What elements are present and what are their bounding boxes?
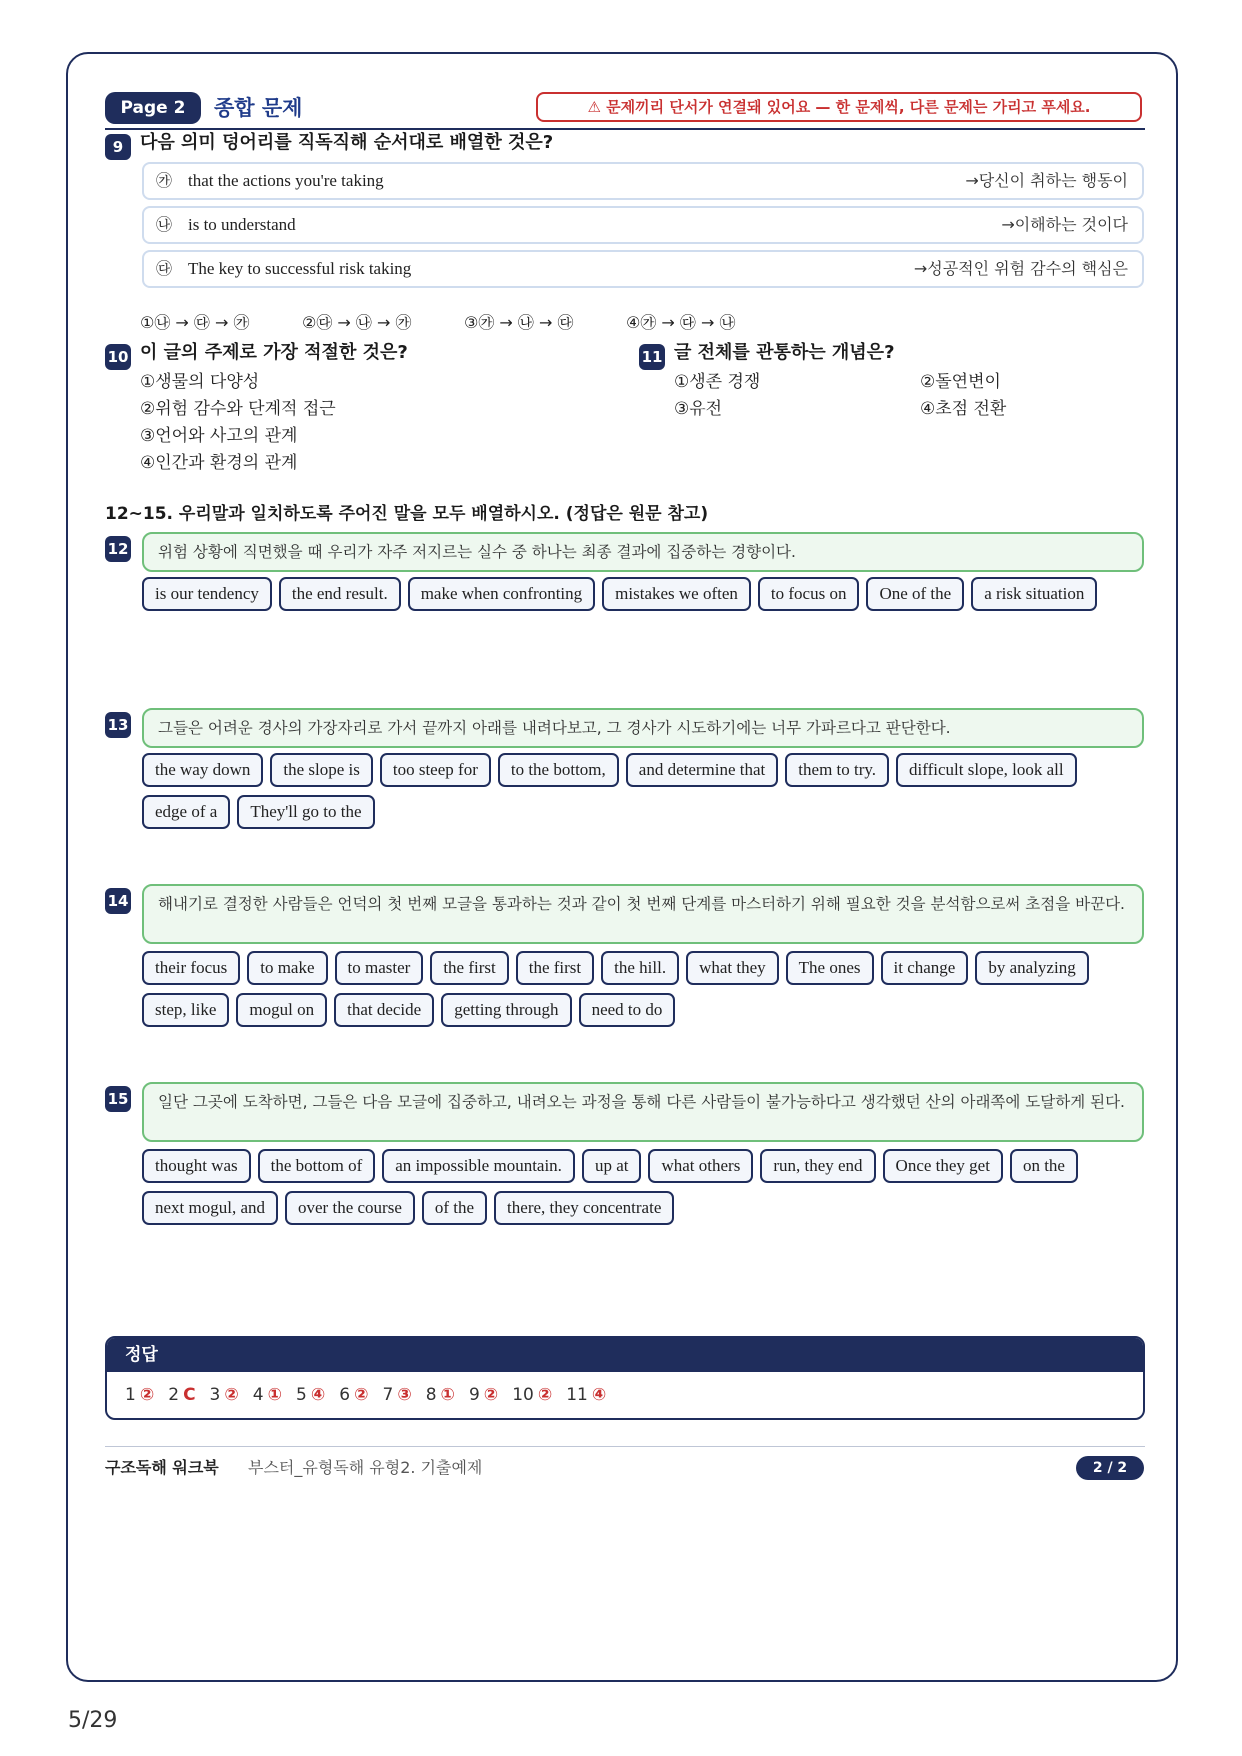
answer-item: 2 C: [168, 1385, 196, 1405]
question-number-9: 9: [105, 134, 131, 160]
word-chip[interactable]: a risk situation: [971, 577, 1097, 611]
korean-prompt-12: 위험 상황에 직면했을 때 우리가 자주 저지르는 실수 중 하나는 최종 결과에 집중하는 경향이다.: [142, 532, 1144, 572]
korean-prompt-14: 해내기로 결정한 사람들은 언덕의 첫 번째 모글을 통과하는 것과 같이 첫 번째 단계를 마스터하기 위해 필요한 것을 분석함으로써 초점을 바꾼다.: [142, 884, 1144, 944]
word-chip[interactable]: mistakes we often: [602, 577, 751, 611]
word-chip[interactable]: The ones: [786, 951, 874, 985]
page-title: 종합 문제: [214, 96, 303, 120]
chunk-row: [142, 206, 1144, 244]
answer-item: 6 ②: [339, 1385, 369, 1405]
answer-key-title: 정답: [107, 1338, 1143, 1372]
answer-item: 8 ①: [425, 1385, 455, 1405]
q10-option[interactable]: ③언어와 사고의 관계: [140, 426, 298, 446]
word-chip[interactable]: their focus: [142, 951, 240, 985]
answer-item: 10 ②: [512, 1385, 553, 1405]
word-chip[interactable]: the bottom of: [258, 1149, 376, 1183]
answer-list: [107, 1372, 1143, 1418]
word-chip[interactable]: to master: [335, 951, 424, 985]
word-chip[interactable]: step, like: [142, 993, 229, 1027]
word-chip[interactable]: and determine that: [626, 753, 779, 787]
page-counter: 5/29: [68, 1708, 118, 1733]
warning-banner: ⚠ 문제끼리 단서가 연결돼 있어요 — 한 문제씩, 다른 문제는 가리고 푸세요.: [536, 92, 1142, 122]
chunk-korean: →성공적인 위험 감수의 핵심은: [913, 259, 1128, 278]
word-chip[interactable]: difficult slope, look all: [896, 753, 1077, 787]
word-chip[interactable]: thought was: [142, 1149, 251, 1183]
word-chip[interactable]: an impossible mountain.: [382, 1149, 575, 1183]
question-number-12: 12: [105, 536, 131, 562]
word-chip[interactable]: the first: [430, 951, 508, 985]
word-bank-13: [142, 753, 1152, 829]
chunk-korean: →당신이 취하는 행동이: [965, 171, 1128, 190]
word-chip[interactable]: it change: [881, 951, 969, 985]
page-badge: Page 2: [105, 92, 201, 124]
word-chip[interactable]: the first: [516, 951, 594, 985]
chunk-marker: ㉯: [156, 215, 173, 234]
question-10-text: 이 글의 주제로 가장 적절한 것은?: [140, 342, 408, 363]
word-chip[interactable]: to the bottom,: [498, 753, 619, 787]
word-bank-12: [142, 577, 1152, 611]
word-bank-15: [142, 1149, 1152, 1225]
word-chip[interactable]: run, they end: [760, 1149, 875, 1183]
q11-option[interactable]: ④초점 전환: [920, 399, 1007, 419]
word-chip[interactable]: to focus on: [758, 577, 860, 611]
footer-subtitle: 부스터_유형독해 유형2. 기출예제: [248, 1458, 483, 1477]
word-chip[interactable]: One of the: [866, 577, 964, 611]
word-chip[interactable]: up at: [582, 1149, 642, 1183]
word-chip[interactable]: on the: [1010, 1149, 1078, 1183]
answer-item: 4 ①: [252, 1385, 283, 1405]
korean-prompt-13: 그들은 어려운 경사의 가장자리로 가서 끝까지 아래를 내려다보고, 그 경사가 시도하기에는 너무 가파르다고 판단한다.: [142, 708, 1144, 748]
answer-item: 9 ②: [468, 1385, 499, 1405]
question-11-text: 글 전체를 관통하는 개념은?: [674, 342, 895, 363]
question-number-11: 11: [639, 344, 665, 370]
word-chip[interactable]: make when confronting: [408, 577, 595, 611]
korean-prompt-15: 일단 그곳에 도착하면, 그들은 다음 모글에 집중하고, 내려오는 과정을 통해 다른 사람들이 불가능하다고 생각했던 산의 아래쪽에 도달하게 된다.: [142, 1082, 1144, 1142]
chunk-row: [142, 162, 1144, 200]
chunk-english: is to understand: [188, 215, 296, 234]
answer-item: 1 ②: [125, 1385, 155, 1405]
q9-option[interactable]: ②㉰ → ㉯ → ㉮: [302, 313, 412, 332]
word-chip[interactable]: them to try.: [785, 753, 889, 787]
q10-option[interactable]: ④인간과 환경의 관계: [140, 453, 298, 473]
word-chip[interactable]: over the course: [285, 1191, 415, 1225]
q10-option[interactable]: ②위험 감수와 단계적 접근: [140, 399, 336, 419]
chunk-korean: →이해하는 것이다: [1001, 215, 1128, 234]
word-chip[interactable]: edge of a: [142, 795, 230, 829]
word-chip[interactable]: the hill.: [601, 951, 679, 985]
footer-page-badge: 2 / 2: [1076, 1456, 1144, 1480]
question-9-text: 다음 의미 덩어리를 직독직해 순서대로 배열한 것은?: [140, 132, 554, 153]
word-chip[interactable]: They'll go to the: [237, 795, 374, 829]
question-number-13: 13: [105, 712, 131, 738]
word-chip[interactable]: that decide: [334, 993, 434, 1027]
word-chip[interactable]: there, they concentrate: [494, 1191, 674, 1225]
chunk-english: that the actions you're taking: [188, 171, 384, 190]
word-chip[interactable]: of the: [422, 1191, 487, 1225]
word-chip[interactable]: by analyzing: [975, 951, 1088, 985]
q9-option[interactable]: ③㉮ → ㉯ → ㉰: [464, 313, 574, 332]
word-bank-14: [142, 951, 1152, 1027]
word-chip[interactable]: what others: [648, 1149, 753, 1183]
question-number-10: 10: [105, 344, 131, 370]
word-chip[interactable]: what they: [686, 951, 779, 985]
word-chip[interactable]: is our tendency: [142, 577, 272, 611]
word-chip[interactable]: mogul on: [236, 993, 327, 1027]
word-chip[interactable]: the end result.: [279, 577, 401, 611]
chunk-english: The key to successful risk taking: [188, 259, 412, 278]
answer-item: 3 ②: [209, 1385, 239, 1405]
footer-divider: [105, 1446, 1145, 1447]
chunk-marker: ㉰: [156, 259, 173, 278]
answer-key: [105, 1336, 1145, 1420]
footer-title: 구조독해 워크북: [105, 1458, 219, 1477]
answer-item: 5 ④: [296, 1385, 326, 1405]
word-chip[interactable]: getting through: [441, 993, 571, 1027]
section-instruction: 12~15. 우리말과 일치하도록 주어진 말을 모두 배열하시오. (정답은 원문 참고): [105, 504, 709, 524]
q11-option[interactable]: ③유전: [674, 399, 723, 419]
question-number-15: 15: [105, 1086, 131, 1112]
word-chip[interactable]: next mogul, and: [142, 1191, 278, 1225]
worksheet-page: [66, 52, 1178, 1682]
word-chip[interactable]: need to do: [579, 993, 676, 1027]
chunk-marker: ㉮: [156, 171, 173, 190]
answer-item: 11 ④: [566, 1385, 607, 1405]
word-chip[interactable]: to make: [247, 951, 327, 985]
word-chip[interactable]: Once they get: [883, 1149, 1003, 1183]
q10-option[interactable]: ①생물의 다양성: [140, 372, 260, 392]
q11-option[interactable]: ①생존 경쟁: [674, 372, 761, 392]
q9-option[interactable]: ④㉮ → ㉰ → ㉯: [626, 313, 736, 332]
question-number-14: 14: [105, 888, 131, 914]
q11-option[interactable]: ②돌연변이: [920, 372, 1001, 392]
chunk-row: [142, 250, 1144, 288]
q9-option[interactable]: ①㉯ → ㉰ → ㉮: [140, 313, 250, 332]
answer-item: 7 ③: [382, 1385, 412, 1405]
word-chip[interactable]: too steep for: [380, 753, 491, 787]
word-chip[interactable]: the way down: [142, 753, 263, 787]
word-chip[interactable]: the slope is: [270, 753, 373, 787]
